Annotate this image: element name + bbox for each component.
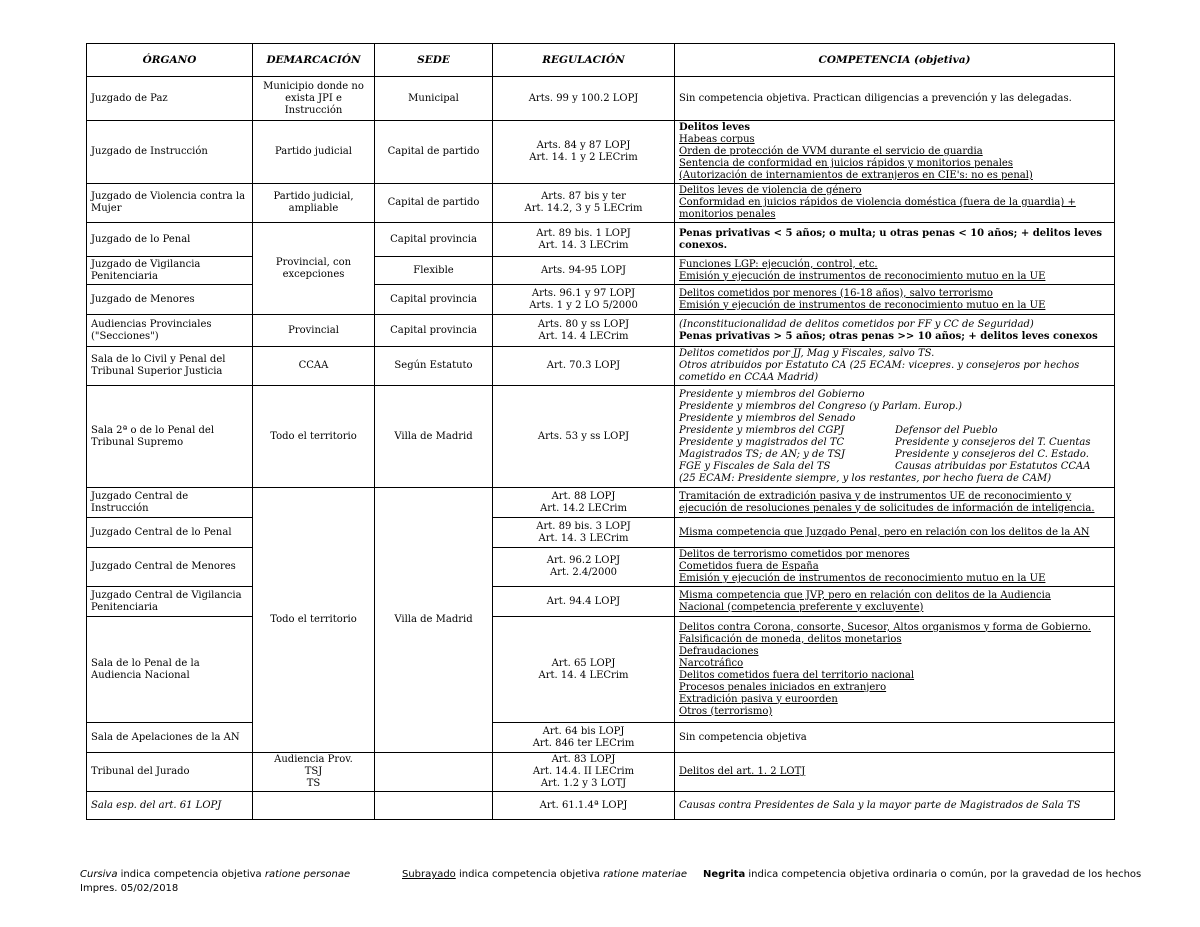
competencia-cell [675, 617, 1115, 723]
demarcacion-cell [253, 77, 375, 121]
regulacion-line: Art. 65 LOPJ [551, 657, 616, 669]
sede-cell [375, 753, 493, 792]
competencia-cell [675, 792, 1115, 820]
regulacion-cell [493, 518, 675, 548]
competencia-line [679, 425, 1110, 437]
print-date: Impres. 05/02/2018 [80, 883, 179, 894]
table-row [87, 386, 1115, 488]
organo-cell: Juzgado de Vigilancia Penitenciaria [87, 257, 253, 285]
competencia-cell [675, 518, 1115, 548]
demarcacion-line: Audiencia Prov. [274, 754, 353, 765]
competencia-line [679, 461, 1110, 473]
demarcacion-cell [253, 315, 375, 347]
regulacion-line: Art. 14. 3 LECrim [538, 532, 629, 544]
competencia-text-right: Presidente y consejeros del T. Cuentas [895, 436, 1091, 448]
table-row [87, 315, 1115, 347]
table-row [87, 184, 1115, 223]
competencia-line: Procesos penales iniciados en extranjero [679, 681, 887, 693]
competencia-line: Presidente y miembros del Senado [679, 412, 856, 424]
demarcacion-line: Provincial, con [275, 256, 352, 268]
competencia-line: Presidente y miembros del Congreso (y Parlam. Europ.) [679, 400, 963, 412]
legend-subrayado-word: Subrayado [402, 869, 456, 880]
competencia-line: Falsificación de moneda, delitos monetarios [679, 633, 902, 645]
competencia-cell [675, 548, 1115, 587]
organo-cell: Tribunal del Jurado [87, 753, 253, 792]
organo-cell: Juzgado Central de Instrucción [87, 488, 253, 518]
demarcacion-cell [253, 753, 375, 792]
regulacion-cell [493, 315, 675, 347]
regulacion-line: Art. 94.4 LOPJ [546, 595, 621, 607]
regulacion-cell [493, 285, 675, 315]
header-organo: ÓRGANO [87, 44, 253, 77]
regulacion-line: Arts. 84 y 87 LOPJ [536, 140, 631, 151]
regulacion-line: Arts. 96.1 y 97 LOPJ [531, 287, 636, 299]
competencia-line: Defraudaciones [679, 645, 759, 657]
competencia-line: Delitos cometidos por menores (16-18 años), salvo terrorismo [679, 287, 993, 299]
demarcacion-line: TSJ [304, 766, 323, 777]
competencia-line: Narcotráfico [679, 657, 744, 669]
regulacion-line: Arts. 1 y 2 LO 5/2000 [529, 299, 638, 311]
regulacion-cell [493, 753, 675, 792]
competencia-cell [675, 257, 1115, 285]
regulacion-line: Arts. 87 bis y ter [541, 191, 626, 202]
competencia-line: (25 ECAM: Presidente siempre, y los restantes, por hecho fuera de CAM) [679, 472, 1052, 484]
competencia-cell [675, 753, 1115, 792]
demarcacion-cell [253, 792, 375, 820]
regulacion-cell [493, 347, 675, 386]
table-row [87, 285, 1115, 315]
competencia-text: Magistrados TS; de AN; y de TSJ [679, 448, 846, 460]
regulacion-line: Arts. 53 y ss LOPJ [537, 430, 630, 442]
competencia-line: Penas privativas > 5 años; otras penas >> 10 años; + delitos leves conexos [679, 330, 1098, 342]
regulacion-line: Art. 64 bis LOPJ [542, 725, 625, 737]
competencia-line: Delitos leves de violencia de género [679, 185, 862, 196]
competencia-cell [675, 488, 1115, 518]
regulacion-cell [493, 548, 675, 587]
organo-cell: Juzgado Central de Menores [87, 548, 253, 587]
competencia-line: ejecución de resoluciones penales y de solicitudes de información de inteligencia. [679, 502, 1095, 514]
regulacion-line: Art. 14. 4 LECrim [538, 669, 629, 681]
demarcacion-line: Todo el territorio [270, 430, 357, 442]
organo-cell: Audiencias Provinciales ("Secciones") [87, 315, 253, 347]
regulacion-cell [493, 77, 675, 121]
organo-cell: Sala 2ª o de lo Penal del Tribunal Supremo [87, 386, 253, 488]
regulacion-cell [493, 617, 675, 723]
regulacion-line: Art. 89 bis. 1 LOPJ [536, 227, 631, 239]
competencia-line: (Inconstitucionalidad de delitos cometidos por FF y CC de Seguridad) [679, 318, 1034, 330]
organo-cell: Juzgado de Menores [87, 285, 253, 315]
organo-cell: Juzgado Central de Vigilancia Penitenciaria [87, 587, 253, 617]
table-row [87, 518, 1115, 548]
legend-subrayado [402, 868, 687, 882]
competencia-line: Habeas corpus [679, 134, 755, 145]
header-demarcacion: DEMARCACIÓN [253, 44, 375, 77]
organo-cell: Juzgado de lo Penal [87, 223, 253, 257]
regulacion-line: Art. 2.4/2000 [549, 567, 618, 578]
demarcacion-line: Municipio donde no [263, 80, 364, 92]
competencia-cell [675, 587, 1115, 617]
competencia-line: Penas privativas < 5 años; o multa; u otras penas < 10 años; + delitos leves [679, 227, 1103, 239]
competencia-text-right: Defensor del Pueblo [895, 424, 998, 436]
competencia-line: Misma competencia que Juzgado Penal, pero en relación con los delitos de la AN [679, 526, 1090, 538]
sede-cell: Villa de Madrid [375, 386, 493, 488]
table-row [87, 347, 1115, 386]
competencia-line: conexos. [679, 239, 728, 251]
regulacion-line: Art. 14. 4 LECrim [538, 330, 629, 342]
organo-cell: Juzgado Central de lo Penal [87, 518, 253, 548]
table-row [87, 77, 1115, 121]
competencia-line: Sin competencia objetiva. Practican diligencias a prevención y las delegadas. [679, 92, 1072, 104]
regulacion-line: Art. 89 bis. 3 LOPJ [536, 520, 631, 532]
table-row [87, 121, 1115, 184]
demarcacion-line: excepciones [282, 268, 345, 280]
competencia-cell [675, 723, 1115, 753]
competencia-text: Presidente y miembros del CGPJ [679, 424, 845, 436]
regulacion-line: Arts. 80 y ss LOPJ [537, 318, 630, 330]
regulacion-line: Art. 14. 3 LECrim [538, 239, 629, 251]
legend-cursiva-term: ratione personae [264, 869, 351, 880]
competencia-line: monitorios penales [679, 209, 776, 220]
legend-cursiva [80, 868, 350, 882]
regulacion-line: Arts. 99 y 100.2 LOPJ [528, 92, 639, 104]
competencia-text-right: Presidente y consejeros del C. Estado. [895, 448, 1089, 460]
demarcacion-cell [253, 488, 375, 753]
table-row [87, 587, 1115, 617]
regulacion-cell [493, 184, 675, 223]
competencia-line: Delitos contra Corona, consorte, Sucesor, Altos organismos y forma de Gobierno. [679, 621, 1091, 633]
competencia-line: Delitos del art. 1. 2 LOTJ [679, 766, 806, 777]
regulacion-line: Art. 14.2 LECrim [540, 502, 627, 514]
regulacion-line: Art. 14.4. II LECrim [532, 766, 635, 777]
competencia-line: Conformidad en juicios rápidos de violencia doméstica (fuera de la guardia) + [679, 197, 1076, 208]
legend-negrita-word: Negrita [703, 869, 746, 880]
sede-cell: Capital provincia [375, 285, 493, 315]
sede-cell: Capital de partido [375, 121, 493, 184]
sede-cell: Capital provincia [375, 315, 493, 347]
competencia-line: Extradición pasiva y euroorden [679, 693, 838, 705]
competencia-text: FGE y Fiscales de Sala del TS [679, 460, 831, 472]
competencia-line: Otros (terrorismo) [679, 705, 773, 717]
competencia-line: Sin competencia objetiva [679, 731, 807, 743]
competencia-cell [675, 347, 1115, 386]
competencia-line: Presidente y miembros del Gobierno [679, 388, 865, 400]
competencia-line: Sentencia de conformidad en juicios rápidos y monitorios penales [679, 158, 1013, 169]
regulacion-cell [493, 257, 675, 285]
organo-cell: Juzgado de Paz [87, 77, 253, 121]
sede-cell: Municipal [375, 77, 493, 121]
organo-cell: Sala de lo Penal de la Audiencia Nacional [87, 617, 253, 723]
competencia-line: Delitos de terrorismo cometidos por menores [679, 549, 910, 560]
competencia-cell [675, 223, 1115, 257]
competencia-line [679, 449, 1110, 461]
competencia-cell [675, 386, 1115, 488]
competencia-cell [675, 315, 1115, 347]
regulacion-cell [493, 723, 675, 753]
sede-cell: Capital de partido [375, 184, 493, 223]
competencia-cell [675, 285, 1115, 315]
competencia-line: Misma competencia que JVP, pero en relación con delitos de la Audiencia [679, 589, 1051, 601]
competencia-line: Emisión y ejecución de instrumentos de reconocimiento mutuo en la UE [679, 270, 1046, 282]
regulacion-line: Art. 88 LOPJ [551, 490, 616, 502]
legend-negrita [703, 868, 1141, 882]
regulacion-line: Art. 61.1.4ª LOPJ [539, 799, 628, 811]
organo-cell: Juzgado de Violencia contra la Mujer [87, 184, 253, 223]
regulacion-line: Art. 14.2, 3 y 5 LECrim [524, 203, 643, 214]
competencia-line: Tramitación de extradición pasiva y de instrumentos UE de reconocimiento y [679, 490, 1072, 502]
table-row [87, 257, 1115, 285]
competencia-line [679, 437, 1110, 449]
regulacion-cell [493, 792, 675, 820]
competencia-cell [675, 77, 1115, 121]
header-row [87, 44, 1115, 77]
demarcacion-line: CCAA [298, 360, 329, 371]
organo-cell: Sala de lo Civil y Penal del Tribunal Superior Justicia [87, 347, 253, 386]
demarcacion-cell [253, 223, 375, 315]
demarcacion-line: Partido judicial [275, 146, 352, 157]
table-row [87, 723, 1115, 753]
sede-cell: Flexible [375, 257, 493, 285]
organo-cell: Sala esp. del art. 61 LOPJ [87, 792, 253, 820]
regulacion-line: Art. 96.2 LOPJ [546, 555, 621, 566]
legend-subrayado-term: ratione materiae [603, 869, 688, 880]
legend-subrayado-text: indica competencia objetiva [455, 869, 604, 880]
table-row [87, 792, 1115, 820]
competencia-line: Delitos leves [679, 122, 750, 133]
legend-cursiva-word: Cursiva [80, 869, 118, 880]
table-row [87, 617, 1115, 723]
competencia-line: Causas contra Presidentes de Sala y la mayor parte de Magistrados de Sala TS [679, 799, 1081, 811]
legend-cursiva-text: indica competencia objetiva [117, 869, 265, 880]
demarcacion-line: Instrucción [284, 104, 343, 116]
competencia-line: Emisión y ejecución de instrumentos de reconocimiento mutuo en la UE [679, 299, 1046, 311]
competencia-line: Delitos cometidos fuera del territorio nacional [679, 669, 915, 681]
regulacion-line: Art. 14. 1 y 2 LECrim [529, 152, 638, 163]
competencia-text-right: Causas atribuidas por Estatutos CCAA [895, 460, 1091, 472]
demarcacion-line: ampliable [288, 203, 339, 214]
regulacion-line: Art. 70.3 LOPJ [546, 360, 621, 371]
demarcacion-line: Todo el territorio [270, 614, 357, 625]
regulacion-cell [493, 121, 675, 184]
competencia-cell [675, 121, 1115, 184]
regulacion-line: Arts. 94-95 LOPJ [540, 264, 627, 276]
organo-cell: Sala de Apelaciones de la AN [87, 723, 253, 753]
demarcacion-cell [253, 184, 375, 223]
table-row [87, 548, 1115, 587]
sede-cell: Capital provincia [375, 223, 493, 257]
competencia-line: Delitos cometidos por JJ, Mag y Fiscales, salvo TS. [679, 348, 935, 359]
demarcacion-line: Partido judicial, [273, 191, 354, 202]
regulacion-line: Art. 846 ter LECrim [532, 737, 635, 749]
demarcacion-line: exista JPI e [285, 92, 342, 104]
table-row [87, 488, 1115, 518]
table-row [87, 223, 1115, 257]
demarcacion-line: TS [306, 778, 321, 789]
regulacion-cell [493, 587, 675, 617]
header-competencia: COMPETENCIA (objetiva) [675, 44, 1115, 77]
competencia-cell [675, 184, 1115, 223]
regulacion-line: Art. 1.2 y 3 LOTJ [540, 778, 627, 789]
regulacion-line: Art. 83 LOPJ [551, 754, 616, 765]
competencia-line: Nacional (competencia preferente y excluyente) [679, 601, 924, 613]
organo-cell: Juzgado de Instrucción [87, 121, 253, 184]
competencia-line: Cometidos fuera de España [679, 561, 819, 572]
sede-cell [375, 792, 493, 820]
table-row [87, 753, 1115, 792]
competencia-line: (Autorización de internamientos de extranjeros en CIE's: no es penal) [679, 170, 1033, 181]
competencia-text: Presidente y magistrados del TC [679, 436, 845, 448]
competencia-line: cometido en CCAA Madrid) [679, 372, 819, 383]
regulacion-cell [493, 488, 675, 518]
demarcacion-line: Provincial [288, 324, 339, 336]
legend-negrita-text: indica competencia objetiva ordinaria o común, por la gravedad de los hechos [745, 869, 1142, 880]
sede-cell: Según Estatuto [375, 347, 493, 386]
competencia-line: Otros atribuidos por Estatuto CA (25 ECAM: vicepres. y consejeros por hechos [679, 360, 1080, 371]
demarcacion-cell [253, 386, 375, 488]
competencia-line: Funciones LGP: ejecución, control, etc. [679, 258, 878, 270]
header-regulacion: REGULACIÓN [493, 44, 675, 77]
header-sede: SEDE [375, 44, 493, 77]
demarcacion-cell [253, 347, 375, 386]
competencia-line: Orden de protección de VVM durante el servicio de guardia [679, 146, 983, 157]
regulacion-cell [493, 223, 675, 257]
competencia-line: Emisión y ejecución de instrumentos de reconocimiento mutuo en la UE [679, 573, 1046, 584]
demarcacion-cell [253, 121, 375, 184]
competence-table [86, 43, 1115, 820]
sede-cell: Villa de Madrid [375, 488, 493, 753]
regulacion-cell [493, 386, 675, 488]
